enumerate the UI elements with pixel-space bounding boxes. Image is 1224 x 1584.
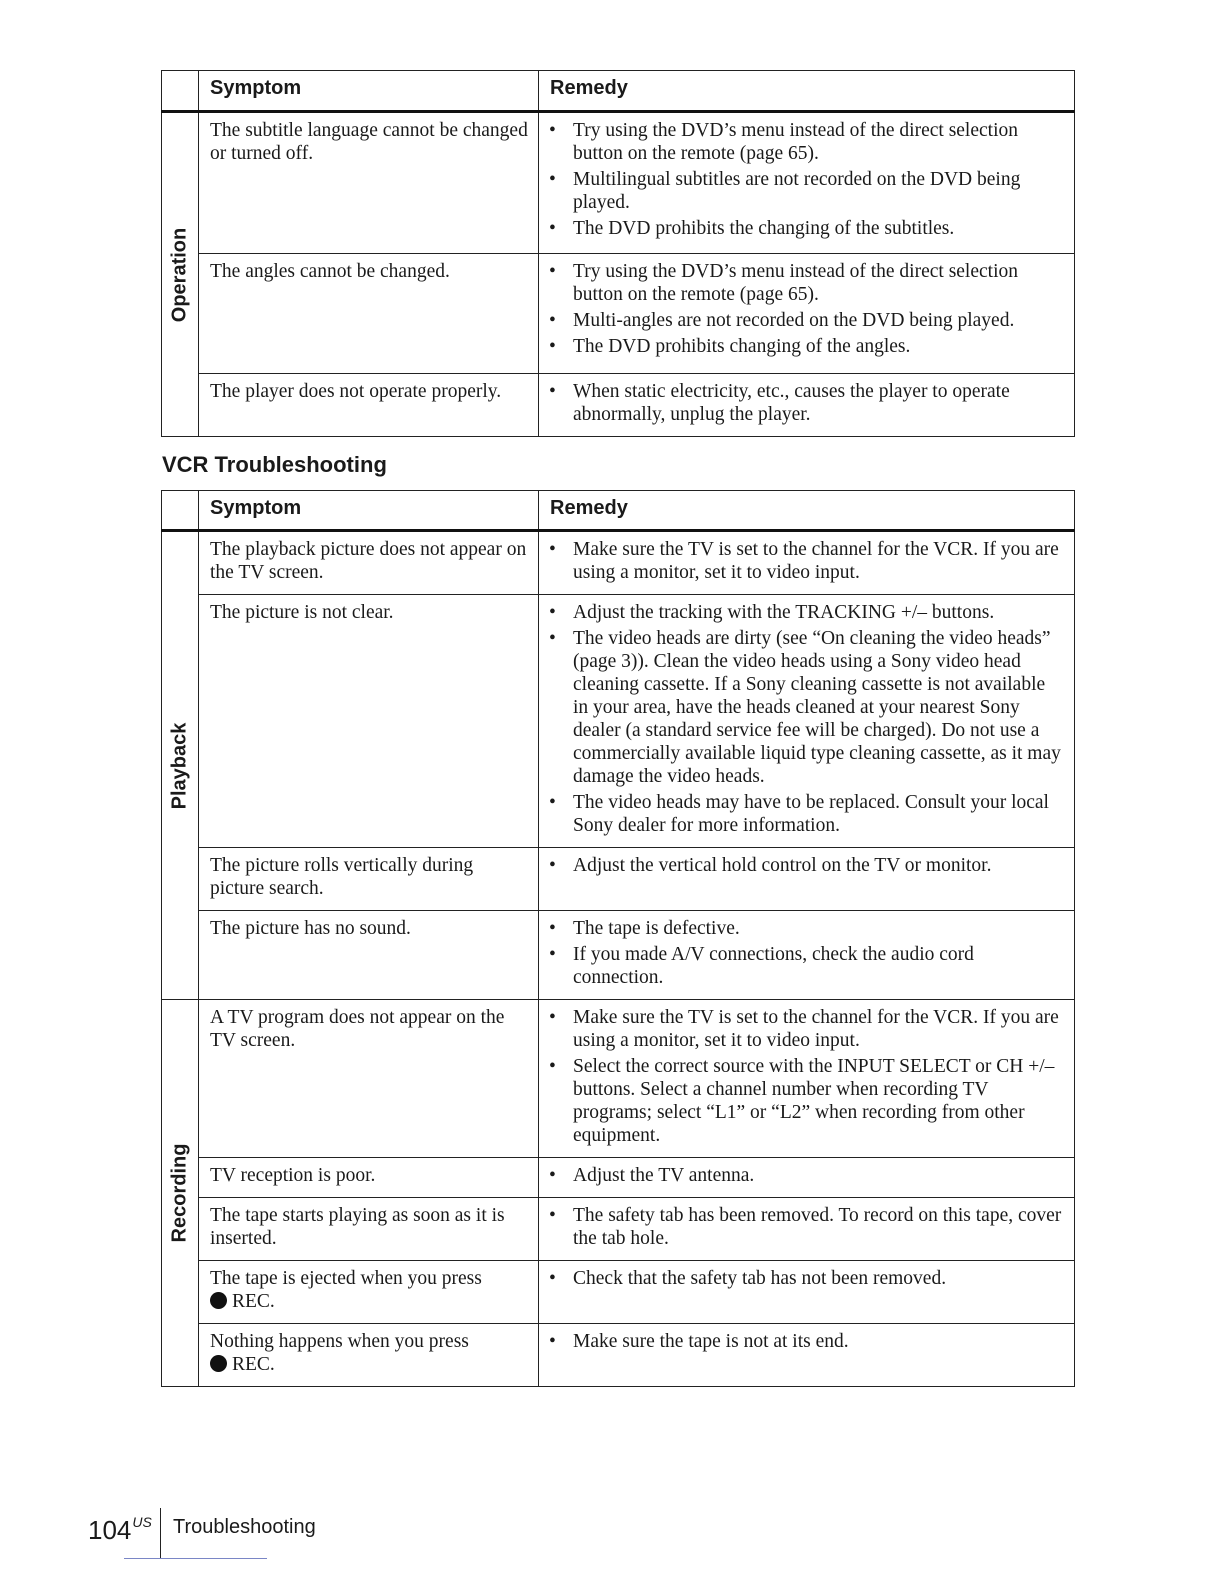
table-row bbox=[162, 1000, 1075, 1158]
remedy-item: • Check that the safety tab has not been removed. bbox=[549, 1267, 1064, 1290]
symptom-cell: The playback picture does not appear on the TV screen. bbox=[199, 531, 539, 595]
remedy-item: • Try using the DVD’s menu instead of the direct selection button on the remote (page 65). bbox=[549, 119, 1064, 165]
symptom-header: Symptom bbox=[199, 491, 539, 531]
header-blank-cell bbox=[162, 491, 199, 531]
rec-label: REC. bbox=[232, 1354, 275, 1375]
remedy-item: • Adjust the tracking with the TRACKING +/– buttons. bbox=[549, 601, 1064, 624]
remedy-cell bbox=[539, 1000, 1075, 1158]
table-row bbox=[162, 911, 1075, 1000]
table-row bbox=[162, 595, 1075, 848]
table-row bbox=[162, 848, 1075, 911]
symptom-cell: The picture is not clear. bbox=[199, 595, 539, 848]
bottom-rule bbox=[124, 1558, 267, 1559]
remedy-cell bbox=[539, 1158, 1075, 1198]
symptom-cell: The picture rolls vertically during picture search. bbox=[199, 848, 539, 911]
symptom-cell: The picture has no sound. bbox=[199, 911, 539, 1000]
category-label-playback: Playback bbox=[168, 722, 191, 809]
remedy-item: • The DVD prohibits the changing of the subtitles. bbox=[549, 217, 1064, 240]
remedy-item: • Select the correct source with the INPUT SELECT or CH +/– buttons. Select a channel number when recording TV programs; select “L1” or “L2” when recording from other equipment. bbox=[549, 1055, 1064, 1147]
remedy-item: • Adjust the TV antenna. bbox=[549, 1164, 1064, 1187]
rec-label: REC. bbox=[232, 1291, 275, 1312]
remedy-item: • If you made A/V connections, check the audio cord connection. bbox=[549, 943, 1064, 989]
header-blank-cell bbox=[162, 71, 199, 112]
table-row bbox=[162, 531, 1075, 595]
table-row bbox=[162, 1158, 1075, 1198]
remedy-cell bbox=[539, 848, 1075, 911]
remedy-cell bbox=[539, 595, 1075, 848]
symptom-cell: The angles cannot be changed. bbox=[199, 254, 539, 374]
remedy-cell bbox=[539, 374, 1075, 437]
remedy-item: • When static electricity, etc., causes the player to operate abnormally, unplug the player. bbox=[549, 380, 1064, 426]
remedy-cell bbox=[539, 112, 1075, 254]
table-row bbox=[162, 254, 1075, 374]
category-cell-recording bbox=[162, 1000, 199, 1387]
symptom-cell: The subtitle language cannot be changed or turned off. bbox=[199, 112, 539, 254]
remedy-item: • The video heads may have to be replaced. Consult your local Sony dealer for more information. bbox=[549, 791, 1064, 837]
remedy-item: • Multi-angles are not recorded on the DVD being played. bbox=[549, 309, 1064, 332]
symptom-cell bbox=[199, 1324, 539, 1387]
section-title: VCR Troubleshooting bbox=[162, 452, 387, 477]
remedy-cell bbox=[539, 254, 1075, 374]
symptom-text: Nothing happens when you press bbox=[210, 1331, 469, 1352]
table-header-row bbox=[162, 71, 1075, 112]
record-dot-icon bbox=[210, 1292, 227, 1309]
symptom-header: Symptom bbox=[199, 71, 539, 112]
footer-section-name: Troubleshooting bbox=[173, 1516, 316, 1538]
remedy-item: • Try using the DVD’s menu instead of the direct selection button on the remote (page 65). bbox=[549, 260, 1064, 306]
symptom-cell: A TV program does not appear on the TV screen. bbox=[199, 1000, 539, 1158]
symptom-cell: TV reception is poor. bbox=[199, 1158, 539, 1198]
table-row bbox=[162, 1324, 1075, 1387]
operation-troubleshooting-table bbox=[161, 70, 1075, 437]
remedy-cell bbox=[539, 531, 1075, 595]
category-label-operation: Operation bbox=[168, 227, 191, 322]
table-header-row bbox=[162, 491, 1075, 531]
remedy-item: • Adjust the vertical hold control on the TV or monitor. bbox=[549, 854, 1064, 877]
symptom-text: The tape is ejected when you press bbox=[210, 1268, 482, 1289]
page-footer bbox=[88, 1508, 488, 1558]
remedy-item: • Make sure the TV is set to the channel for the VCR. If you are using a monitor, set it to video input. bbox=[549, 538, 1064, 584]
remedy-cell bbox=[539, 1261, 1075, 1324]
record-dot-icon bbox=[210, 1355, 227, 1372]
symptom-cell: The player does not operate properly. bbox=[199, 374, 539, 437]
remedy-header: Remedy bbox=[539, 71, 1075, 112]
page-number bbox=[88, 1514, 152, 1546]
category-cell-playback bbox=[162, 531, 199, 1000]
page-number-value: 104 bbox=[88, 1515, 132, 1545]
table-row bbox=[162, 374, 1075, 437]
remedy-item: • Make sure the TV is set to the channel for the VCR. If you are using a monitor, set it to video input. bbox=[549, 1006, 1064, 1052]
remedy-item: • Make sure the tape is not at its end. bbox=[549, 1330, 1064, 1353]
remedy-cell bbox=[539, 1324, 1075, 1387]
footer-divider bbox=[160, 1508, 161, 1558]
symptom-cell bbox=[199, 1261, 539, 1324]
symptom-cell: The tape starts playing as soon as it is inserted. bbox=[199, 1198, 539, 1261]
remedy-cell bbox=[539, 911, 1075, 1000]
table-row bbox=[162, 1261, 1075, 1324]
category-cell-operation bbox=[162, 112, 199, 437]
category-label-recording: Recording bbox=[168, 1143, 191, 1243]
remedy-item: • The tape is defective. bbox=[549, 917, 1064, 940]
table-row bbox=[162, 1198, 1075, 1261]
table-row bbox=[162, 112, 1075, 254]
remedy-item: • Multilingual subtitles are not recorded on the DVD being played. bbox=[549, 168, 1064, 214]
page-region-suffix: US bbox=[132, 1514, 152, 1530]
remedy-header: Remedy bbox=[539, 491, 1075, 531]
remedy-item: • The video heads are dirty (see “On cleaning the video heads” (page 3)). Clean the video heads using a Sony video head cleaning cassette. If a Sony cleaning cassette is not available in your area, have the heads cleaned at your nearest Sony dealer (a standard service fee will be charged). Do not use a commercially available liquid type cleaning cassette, as it may damage the video heads. bbox=[549, 627, 1064, 788]
remedy-item: • The DVD prohibits changing of the angles. bbox=[549, 335, 1064, 358]
remedy-item: • The safety tab has been removed. To record on this tape, cover the tab hole. bbox=[549, 1204, 1064, 1250]
remedy-cell bbox=[539, 1198, 1075, 1261]
vcr-troubleshooting-table bbox=[161, 490, 1075, 1387]
